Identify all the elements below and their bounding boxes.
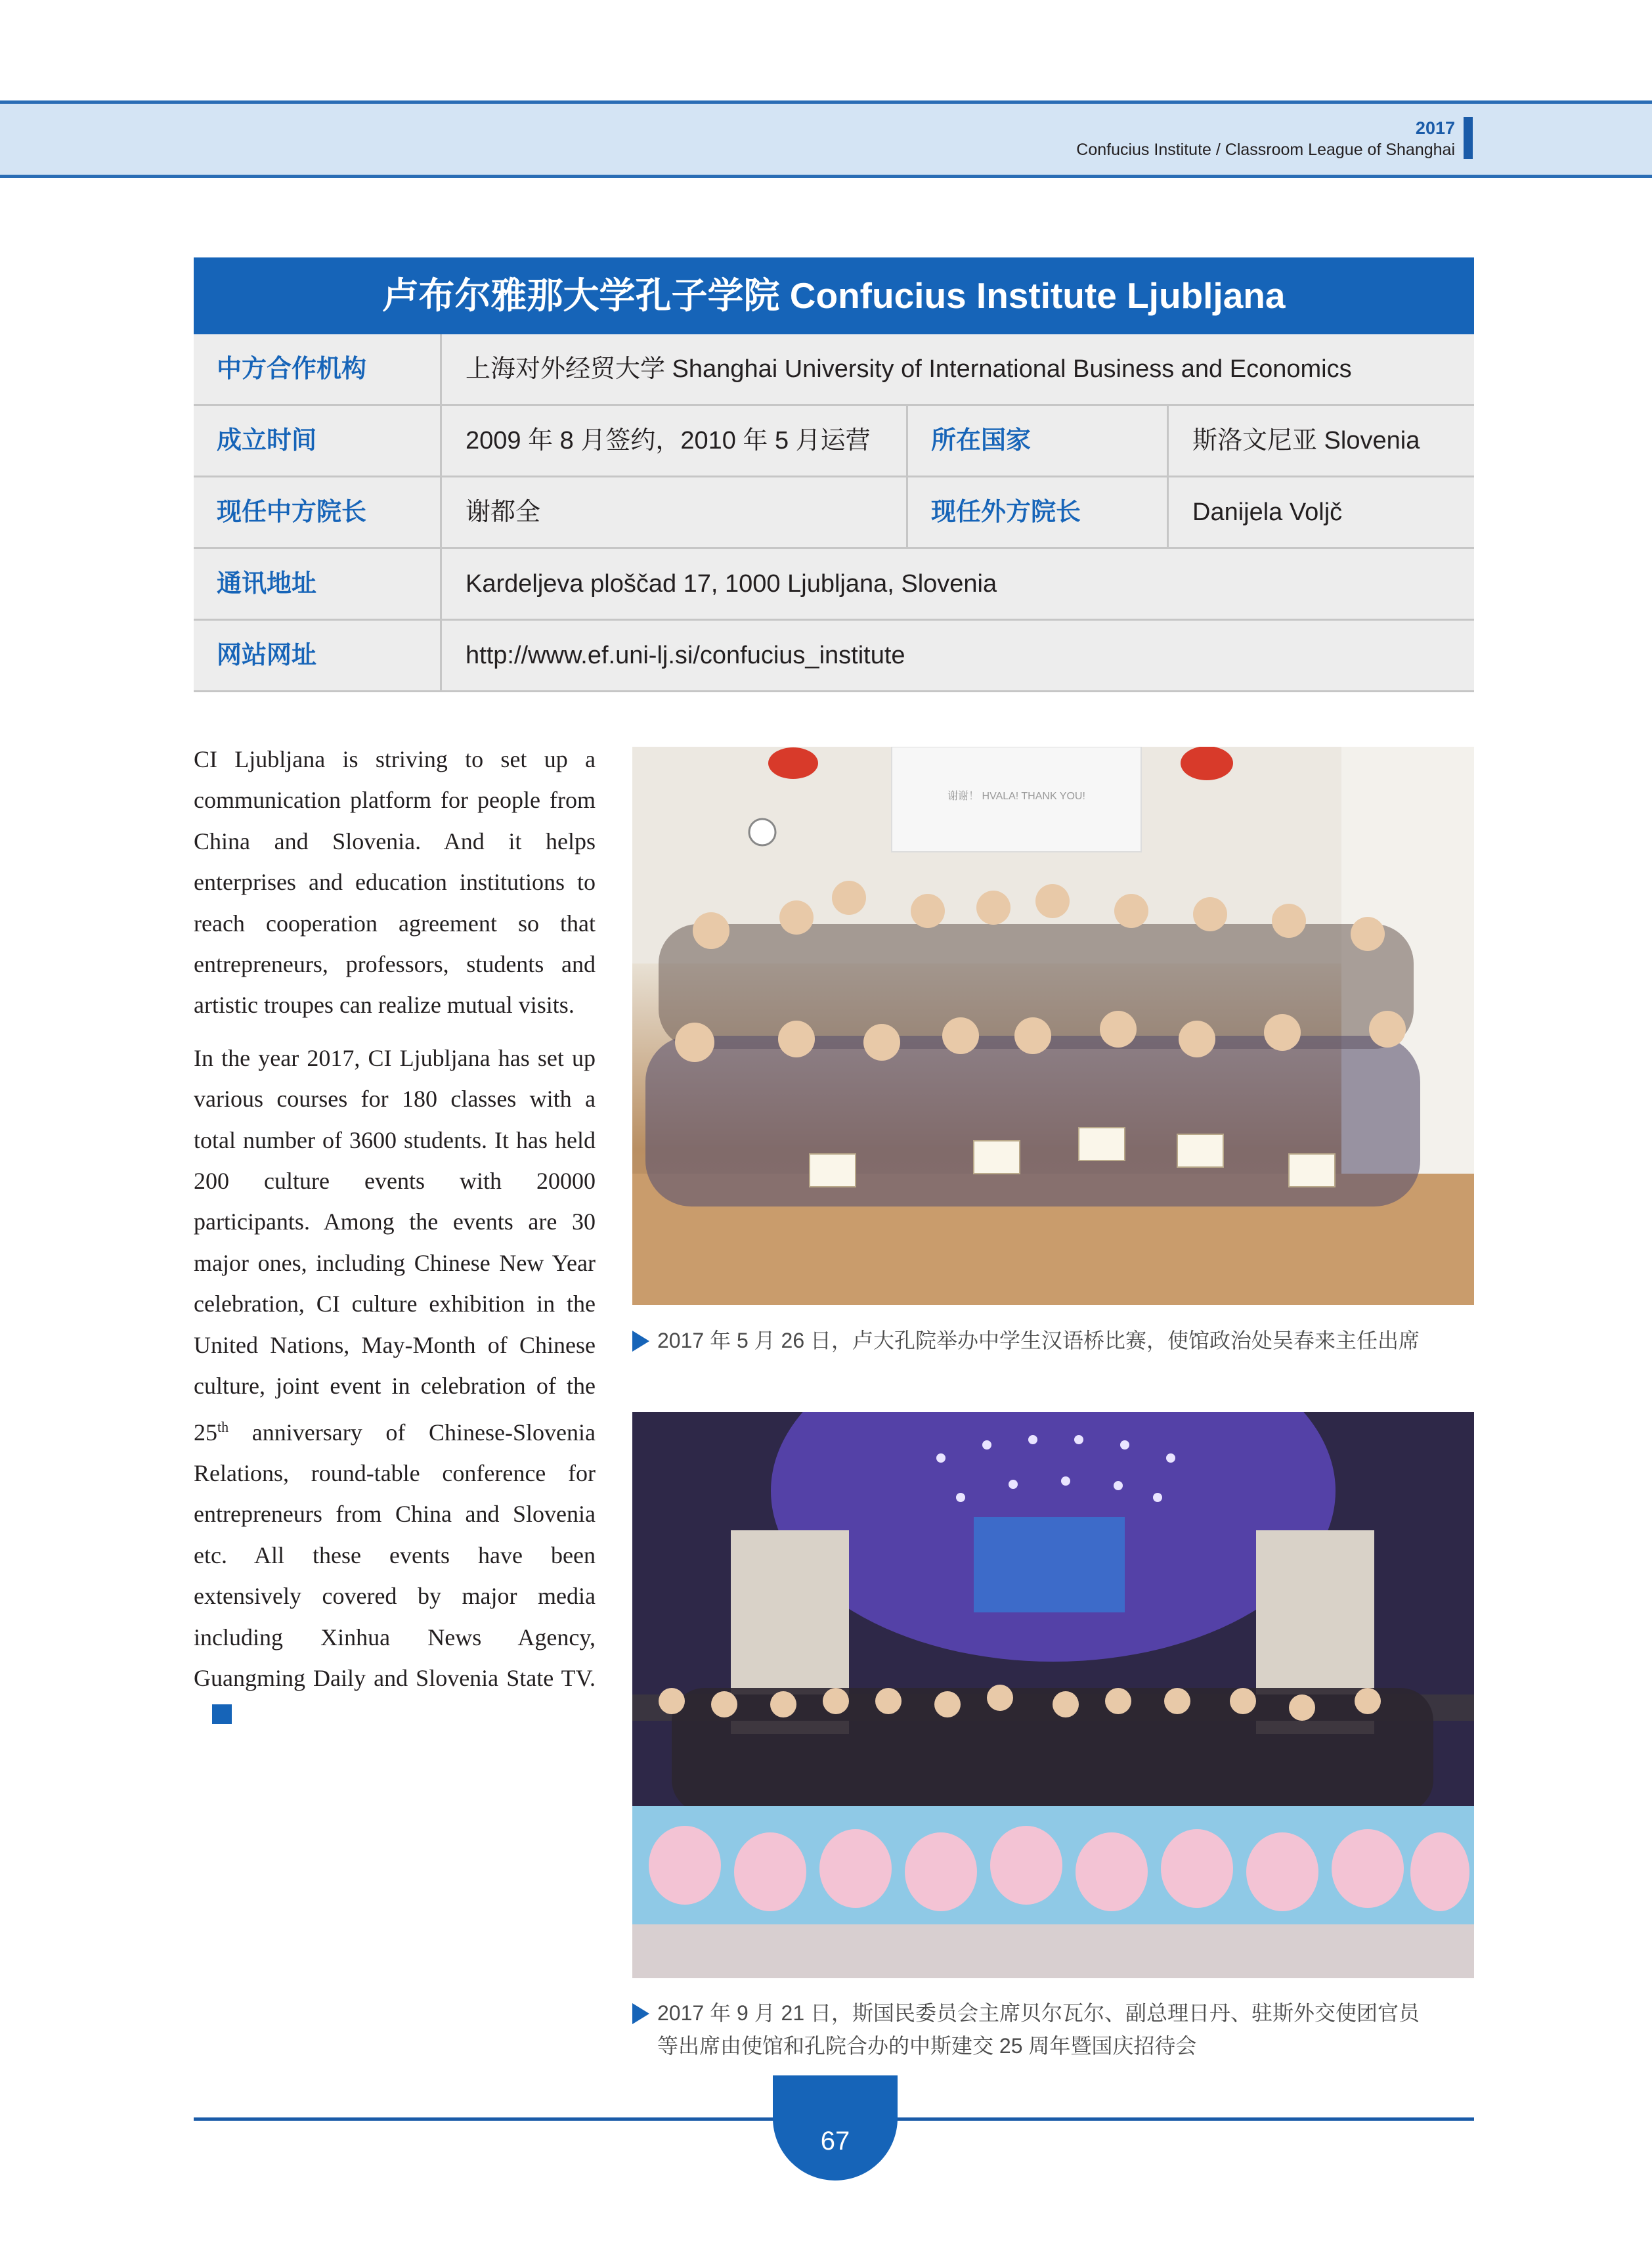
photo-anniversary-reception bbox=[632, 1412, 1474, 1978]
photo2-caption bbox=[632, 1997, 1486, 2062]
photo-anniversary-reception-illustration bbox=[632, 1412, 1474, 1978]
body-paragraph-2 bbox=[194, 1038, 596, 1740]
website-label: 网站网址 bbox=[194, 621, 442, 690]
projected-screen-text: 谢谢！ HVALA! THANK YOU! bbox=[947, 791, 1085, 802]
photo2-caption-line2: 等出席由使馆和孔院合办的中斯建交 25 周年暨国庆招待会 bbox=[657, 2034, 1197, 2058]
website-link[interactable]: http://www.ef.uni-lj.si/confucius_institute bbox=[466, 642, 905, 669]
caption-arrow-icon bbox=[632, 1331, 649, 1352]
body-paragraph-2-a: In the year 2017, CI Ljubljana has set up various courses for 180 classes with a total number of 3600 students. It has held 200 culture events with 20000 participants. Among the events are 30 major ones, including Chinese New Year celebration, CI culture exhibition in the United Nations, May-Month of Chinese culture, joint event in celebration of the 25 bbox=[194, 1044, 596, 1446]
header-subtitle: Confucius Institute / Classroom League of Shanghai bbox=[1076, 141, 1455, 159]
foreign-director-value: Danijela Voljč bbox=[1192, 498, 1343, 526]
caption-arrow-icon bbox=[632, 2003, 649, 2024]
running-header bbox=[1076, 117, 1455, 160]
end-mark-icon bbox=[212, 1704, 232, 1724]
cn-director-label: 现任中方院长 bbox=[194, 477, 442, 547]
photo2-caption-line1: 2017 年 9 月 21 日，斯国民委员会主席贝尔瓦尔、副总理日丹、驻斯外交使团官员 bbox=[657, 2001, 1420, 2025]
partner-value: 上海对外经贸大学 Shanghai University of International Business and Economics bbox=[466, 355, 1352, 383]
country-label: 所在国家 bbox=[908, 406, 1169, 476]
body-text bbox=[194, 739, 596, 1752]
table-row-founded bbox=[194, 406, 1474, 477]
cn-director-value: 谢都全 bbox=[442, 477, 908, 547]
institute-info-table bbox=[194, 257, 1474, 692]
body-paragraph-2-b: anniversary of Chinese-Slovenia Relations, round-table conference for entrepreneurs from China and Slovenia etc. All these events have been extensively covered by major media including Xinhua News Agency, Guangming Daily and Slovenia State TV. bbox=[194, 1419, 596, 1691]
photo1-caption-text: 2017 年 5 月 26 日，卢大孔院举办中学生汉语桥比赛，使馆政治处吴春来主任出席 bbox=[657, 1329, 1420, 1352]
header-accent-bar bbox=[1464, 117, 1473, 159]
header-year: 2017 bbox=[1415, 118, 1455, 138]
founded-label: 成立时间 bbox=[194, 406, 442, 476]
country-value: 斯洛文尼亚 Slovenia bbox=[1192, 427, 1420, 454]
page-number: 67 bbox=[820, 2127, 850, 2156]
table-row-directors bbox=[194, 477, 1474, 549]
photo-bridge-contest bbox=[632, 747, 1474, 1305]
founded-value: 2009 年 8 月签约，2010 年 5 月运营 bbox=[442, 406, 908, 476]
foreign-director-label: 现任外方院长 bbox=[908, 477, 1169, 547]
body-paragraph-1: CI Ljubljana is striving to set up a communication platform for people from China and Slovenia. And it helps enterprises and education institutions to reach cooperation agreement so that entrepreneurs, professors, students and artistic troupes can realize mutual visits. bbox=[194, 746, 596, 1019]
partner-label: 中方合作机构 bbox=[194, 334, 442, 404]
address-label: 通讯地址 bbox=[194, 549, 442, 619]
table-row-website bbox=[194, 621, 1474, 692]
ordinal-suffix: th bbox=[217, 1418, 229, 1435]
table-title: 卢布尔雅那大学孔子学院 Confucius Institute Ljubljana bbox=[194, 257, 1474, 334]
table-row-partner bbox=[194, 334, 1474, 406]
table-row-address bbox=[194, 549, 1474, 621]
address-value: Kardeljeva ploščad 17, 1000 Ljubljana, Slovenia bbox=[466, 570, 997, 598]
photo1-caption bbox=[632, 1324, 1486, 1357]
photo-bridge-contest-illustration bbox=[632, 747, 1474, 1305]
